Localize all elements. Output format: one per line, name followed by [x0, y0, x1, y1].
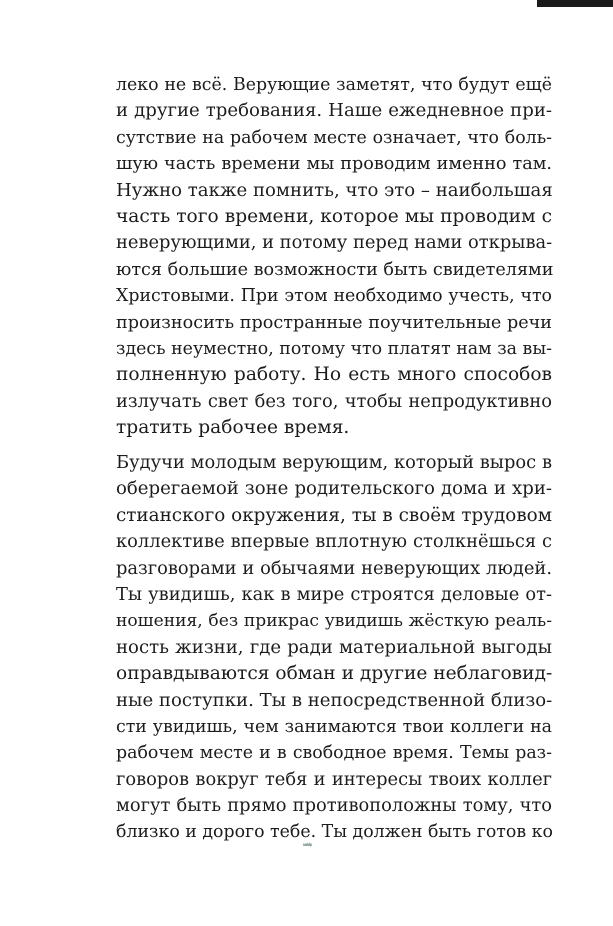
text-line: близко и дорого тебе. Ты должен быть готов ко	[116, 822, 553, 843]
text-line: ные поступки. Ты в непосредственной близо-	[116, 689, 553, 711]
text-line: ность жизни, где ради материальной выгоды	[116, 636, 552, 658]
text-line: рабочем месте и в свободное время. Темы раз-	[116, 743, 552, 764]
text-line: оберегаемой зоне родительского дома и хри-	[116, 478, 552, 500]
text-line: могут быть прямо противоположны тому, что	[116, 795, 552, 817]
text-line: часть того времени, которое мы проводим с	[116, 205, 552, 227]
corner-bar	[537, 0, 613, 7]
watermark: www.samenkorn.shop	[302, 842, 311, 847]
text-line: шую часть времени мы проводим именно там.	[116, 154, 552, 175]
text-line: коллективе впервые вплотную столкнёшься с	[116, 531, 552, 553]
text-line: говоров вокруг тебя и интересы твоих коллег	[116, 768, 552, 790]
paragraph-2	[116, 450, 552, 846]
text-line: неверующими, и потому перед нами открыва-	[116, 232, 553, 254]
text-line: Христовыми. При этом необходимо учесть, что	[116, 286, 552, 307]
paragraph-1	[116, 72, 552, 441]
text-line: стианского окружения, ты в своём трудовом	[116, 504, 552, 526]
text-line: Будучи молодым верующим, который вырос в	[116, 452, 552, 473]
text-line: оправдываются обман и другие неблаговид-	[116, 663, 553, 685]
text-line: тратить рабочее время.	[116, 417, 350, 439]
text-line: Ты увидишь, как в мире строятся деловые от-	[116, 583, 552, 605]
text-line: здесь неуместно, потому что платят нам за вы-	[116, 338, 552, 359]
text-line: ются большие возможности быть свидетелями	[116, 259, 554, 280]
text-line: разговорами и обычаями неверующих людей.	[116, 557, 552, 579]
text-line: полненную работу. Но есть много способов	[116, 364, 552, 386]
text-line: ношения, без прикрас увидишь жёсткую реаль-	[116, 611, 552, 632]
text-line: Нужно также помнить, что это – наибольшая	[116, 179, 553, 201]
text-line: и другие требования. Наше ежедневное при-	[116, 100, 552, 122]
text-line: леко не всё. Верующие заметят, что будут ещё	[116, 75, 552, 95]
text-line: произносить пространные поучительные речи	[116, 312, 552, 333]
text-line: излучать свет без того, чтобы непродуктивно	[116, 390, 552, 412]
text-line: сти увидишь, чем занимаются твои коллеги на	[116, 716, 552, 737]
text-line: сутствие на рабочем месте означает, что боль-	[116, 127, 552, 148]
